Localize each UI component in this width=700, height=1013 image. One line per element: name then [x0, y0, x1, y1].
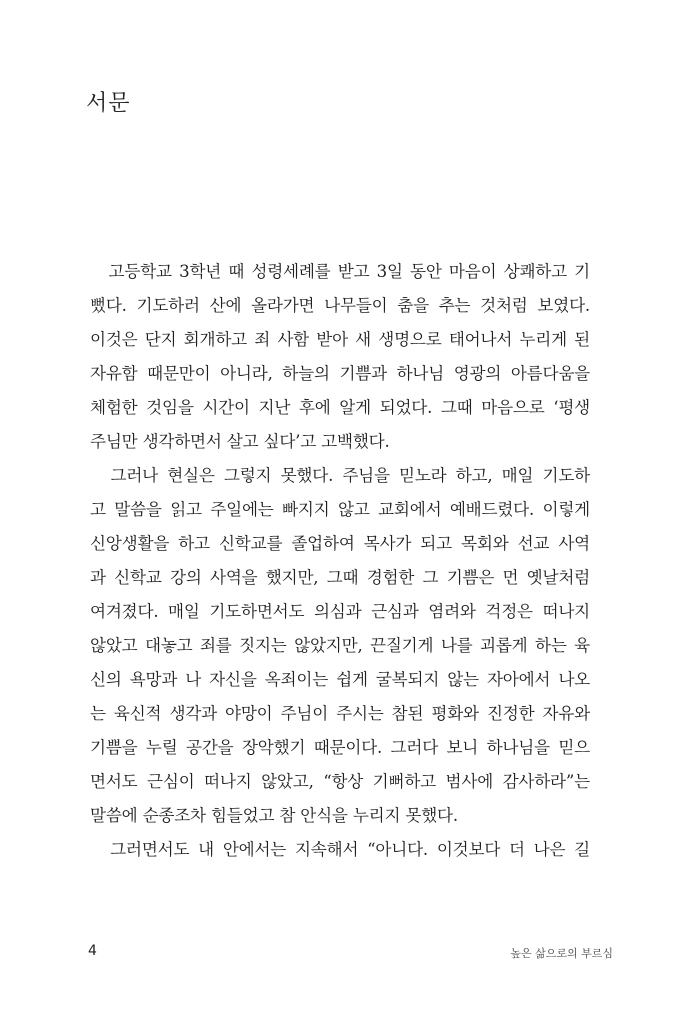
text-line: 뻤다. 기도하러 산에 올라가면 나무들이 춤을 추는 것처럼 보였다. [90, 296, 590, 315]
text-line: 체험한 것임을 시간이 지난 후에 알게 되었다. 그때 마음으로 ‘평생 [90, 398, 590, 417]
text-line: 주님만 생각하면서 살고 싶다’고 고백했다. [90, 432, 390, 451]
text-line: 고 말씀을 읽고 주일에는 빠지지 않고 교회에서 예배드렸다. 이렇게 [90, 500, 590, 519]
chapter-title: 서문 [86, 91, 131, 116]
text-line: 자유함 때문만이 아니라, 하늘의 기쁨과 하나님 영광의 아름다움을 [90, 364, 590, 383]
text-line: 그러면서도 내 안에서는 지속해서 “아니다. 이것보다 더 나은 길 [90, 840, 590, 859]
text-line: 여겨졌다. 매일 기도하면서도 의심과 근심과 염려와 걱정은 떠나지 [90, 602, 590, 621]
text-line: 신의 욕망과 나 자신을 옥죄이는 쉽게 굴복되지 않는 자아에서 나오 [90, 670, 590, 689]
text-line: 그러나 현실은 그렇지 못했다. 주님을 믿노라 하고, 매일 기도하 [90, 466, 590, 485]
text-line: 기쁨을 누릴 공간을 장악했기 때문이다. 그러다 보니 하나님을 믿으 [90, 738, 590, 757]
running-footer-book-title: 높은 삶으로의 부르심 [510, 947, 613, 960]
text-line: 이것은 단지 회개하고 죄 사함 받아 새 생명으로 태어나서 누리게 된 [90, 330, 590, 349]
page-number: 4 [88, 943, 97, 959]
text-line: 고등학교 3학년 때 성령세례를 받고 3일 동안 마음이 상쾌하고 기 [90, 262, 590, 281]
text-line: 과 신학교 강의 사역을 했지만, 그때 경험한 그 기쁨은 먼 옛날처럼 [90, 568, 590, 587]
text-line: 말씀에 순종조차 힘들었고 참 안식을 누리지 못했다. [90, 806, 458, 825]
text-line: 신앙생활을 하고 신학교를 졸업하여 목사가 되고 목회와 선교 사역 [90, 534, 590, 553]
text-line: 않았고 대놓고 죄를 짓지는 않았지만, 끈질기게 나를 괴롭게 하는 육 [90, 636, 590, 655]
text-line: 면서도 근심이 떠나지 않았고, “항상 기뻐하고 범사에 감사하라”는 [90, 772, 590, 791]
text-line: 는 육신적 생각과 야망이 주님이 주시는 참된 평화와 진정한 자유와 [90, 704, 590, 723]
